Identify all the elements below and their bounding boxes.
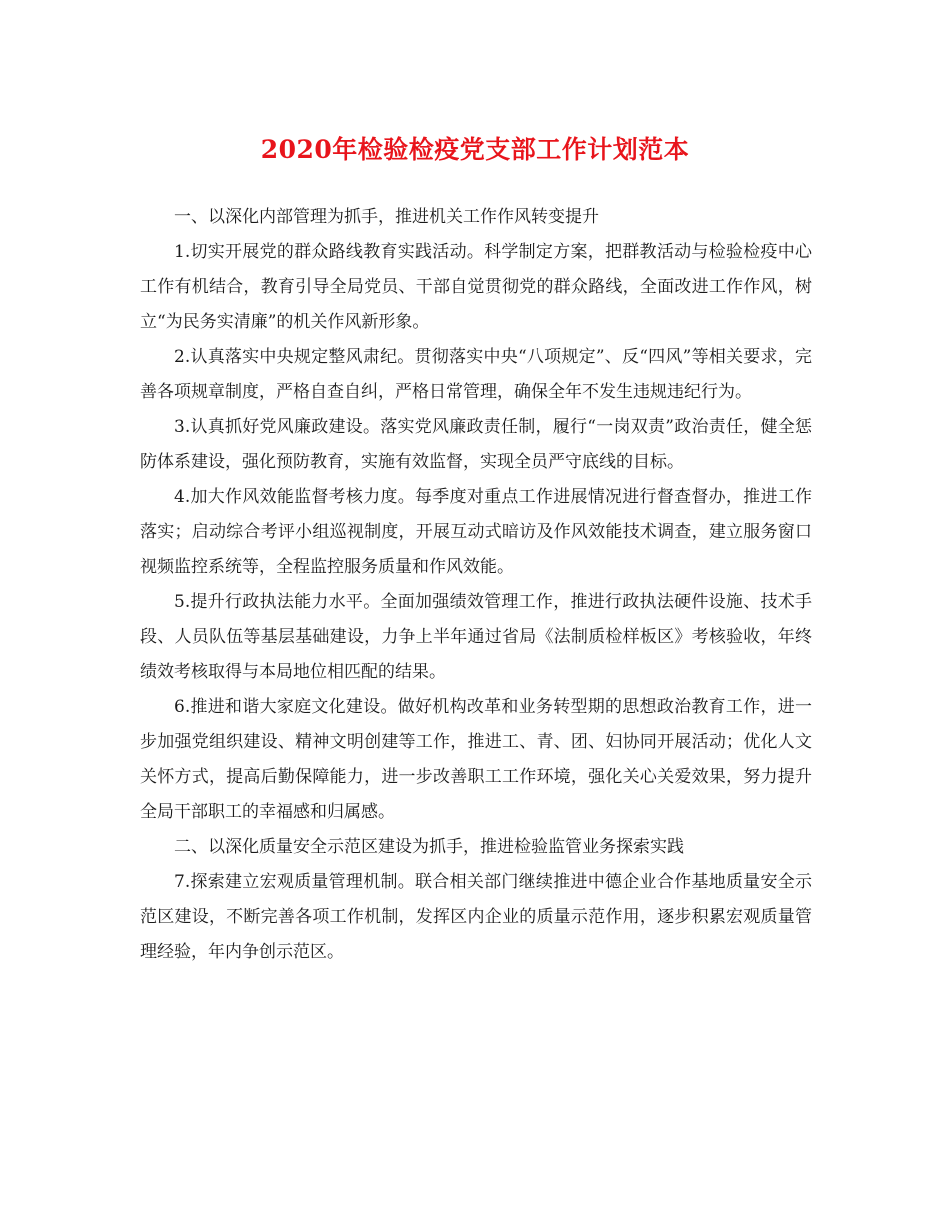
paragraph-2: 2.认真落实中央规定整风肃纪。贯彻落实中央“八项规定”、反“四风”等相关要求，完善各项规章制度，严格自查自纠，严格日常管理，确保全年不发生违规违纪行为。 bbox=[140, 347, 812, 402]
paragraph-7: 7.探索建立宏观质量管理机制。联合相关部门继续推进中德企业合作基地质量安全示范区建设，不断完善各项工作机制，发挥区内企业的质量示范作用，逐步积累宏观质量管理经验，年内争创示范区。 bbox=[140, 872, 812, 962]
section-heading-2: 二、以深化质量安全示范区建设为抓手，推进检验监管业务探索实践 bbox=[174, 837, 684, 857]
paragraph-3: 3.认真抓好党风廉政建设。落实党风廉政责任制，履行“一岗双责”政治责任，健全惩防体系建设，强化预防教育，实施有效监督，实现全员严守底线的目标。 bbox=[140, 417, 812, 472]
paragraph-1: 1.切实开展党的群众路线教育实践活动。科学制定方案，把群教活动与检验检疫中心工作有机结合，教育引导全局党员、干部自觉贯彻党的群众路线，全面改进工作作风，树立“为民务实清廉”的机关作风新形象。 bbox=[140, 242, 812, 332]
paragraph-4: 4.加大作风效能监督考核力度。每季度对重点工作进展情况进行督查督办，推进工作落实；启动综合考评小组巡视制度，开展互动式暗访及作风效能技术调查，建立服务窗口视频监控系统等，全程监控服务质量和作风效能。 bbox=[140, 487, 812, 577]
paragraph-5: 5.提升行政执法能力水平。全面加强绩效管理工作，推进行政执法硬件设施、技术手段、人员队伍等基层基础建设，力争上半年通过省局《法制质检样板区》考核验收，年终绩效考核取得与本局地位相匹配的结果。 bbox=[140, 592, 812, 682]
paragraph-6: 6.推进和谐大家庭文化建设。做好机构改革和业务转型期的思想政治教育工作，进一步加强党组织建设、精神文明创建等工作，推进工、青、团、妇协同开展活动；优化人文关怀方式，提高后勤保障能力，进一步改善职工工作环境，强化关心关爱效果，努力提升全局干部职工的幸福感和归属感。 bbox=[140, 697, 812, 822]
document-title: 2020年检验检疫党支部工作计划范本 bbox=[260, 135, 690, 164]
document-body bbox=[140, 200, 812, 970]
section-heading-1: 一、以深化内部管理为抓手，推进机关工作作风转变提升 bbox=[174, 207, 599, 227]
